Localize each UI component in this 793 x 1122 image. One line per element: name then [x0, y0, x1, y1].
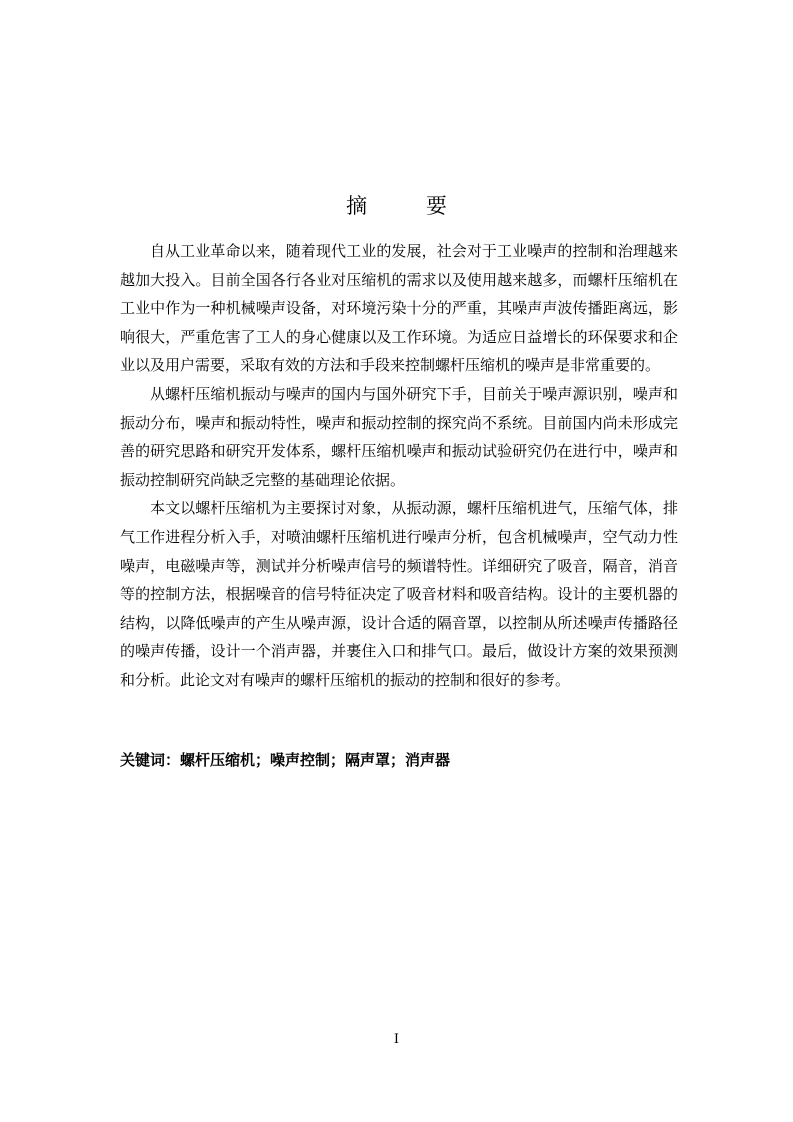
page-title: 摘 要 [346, 194, 473, 218]
abstract-paragraph-3: 本文以螺杆压缩机为主要探讨对象，从振动源，螺杆压缩机进气，压缩气体，排气工作进程分析入手，对喷油螺杆压缩机进行噪声分析，包含机械噪声，空气动力性噪声，电磁噪声等，测试并分析噪声信号的频谱特性。详细研究了吸音，隔音，消音等的控制方法，根据噪音的信号特征决定了吸音材料和吸音结构。设计的主要机器的结构，以降低噪声的产生从噪声源，设计合适的隔音罩，以控制从所述噪声传播路径的噪声传播，设计一个消声器，并裹住入口和排气口。最后，做设计方案的效果预测和分析。此论文对有噪声的螺杆压缩机的振动的控制和很好的参考。 [120, 499, 678, 689]
abstract-paragraph-2: 从螺杆压缩机振动与噪声的国内与国外研究下手，目前关于噪声源识别，噪声和振动分布，噪声和振动特性，噪声和振动控制的探究尚不系统。目前国内尚未形成完善的研究思路和研究开发体系，螺杆压缩机噪声和振动试验研究仍在进行中，噪声和振动控制研究尚缺乏完整的基础理论依据。 [120, 384, 678, 489]
abstract-paragraph-1: 自从工业革命以来，随着现代工业的发展，社会对于工业噪声的控制和治理越来越加大投入。目前全国各行各业对压缩机的需求以及使用越来越多，而螺杆压缩机在工业中作为一种机械噪声设备，对环境污染十分的严重，其噪声声波传播距离远，影响很大，严重危害了工人的身心健康以及工作环境。为适应日益增长的环保要求和企业以及用户需要，采取有效的方法和手段来控制螺杆压缩机的噪声是非常重要的。 [120, 242, 678, 375]
page-number: I [393, 1032, 400, 1047]
abstract-body [120, 237, 678, 695]
keywords-line: 关键词：螺杆压缩机；噪声控制；隔声罩；消声器 [120, 751, 451, 769]
